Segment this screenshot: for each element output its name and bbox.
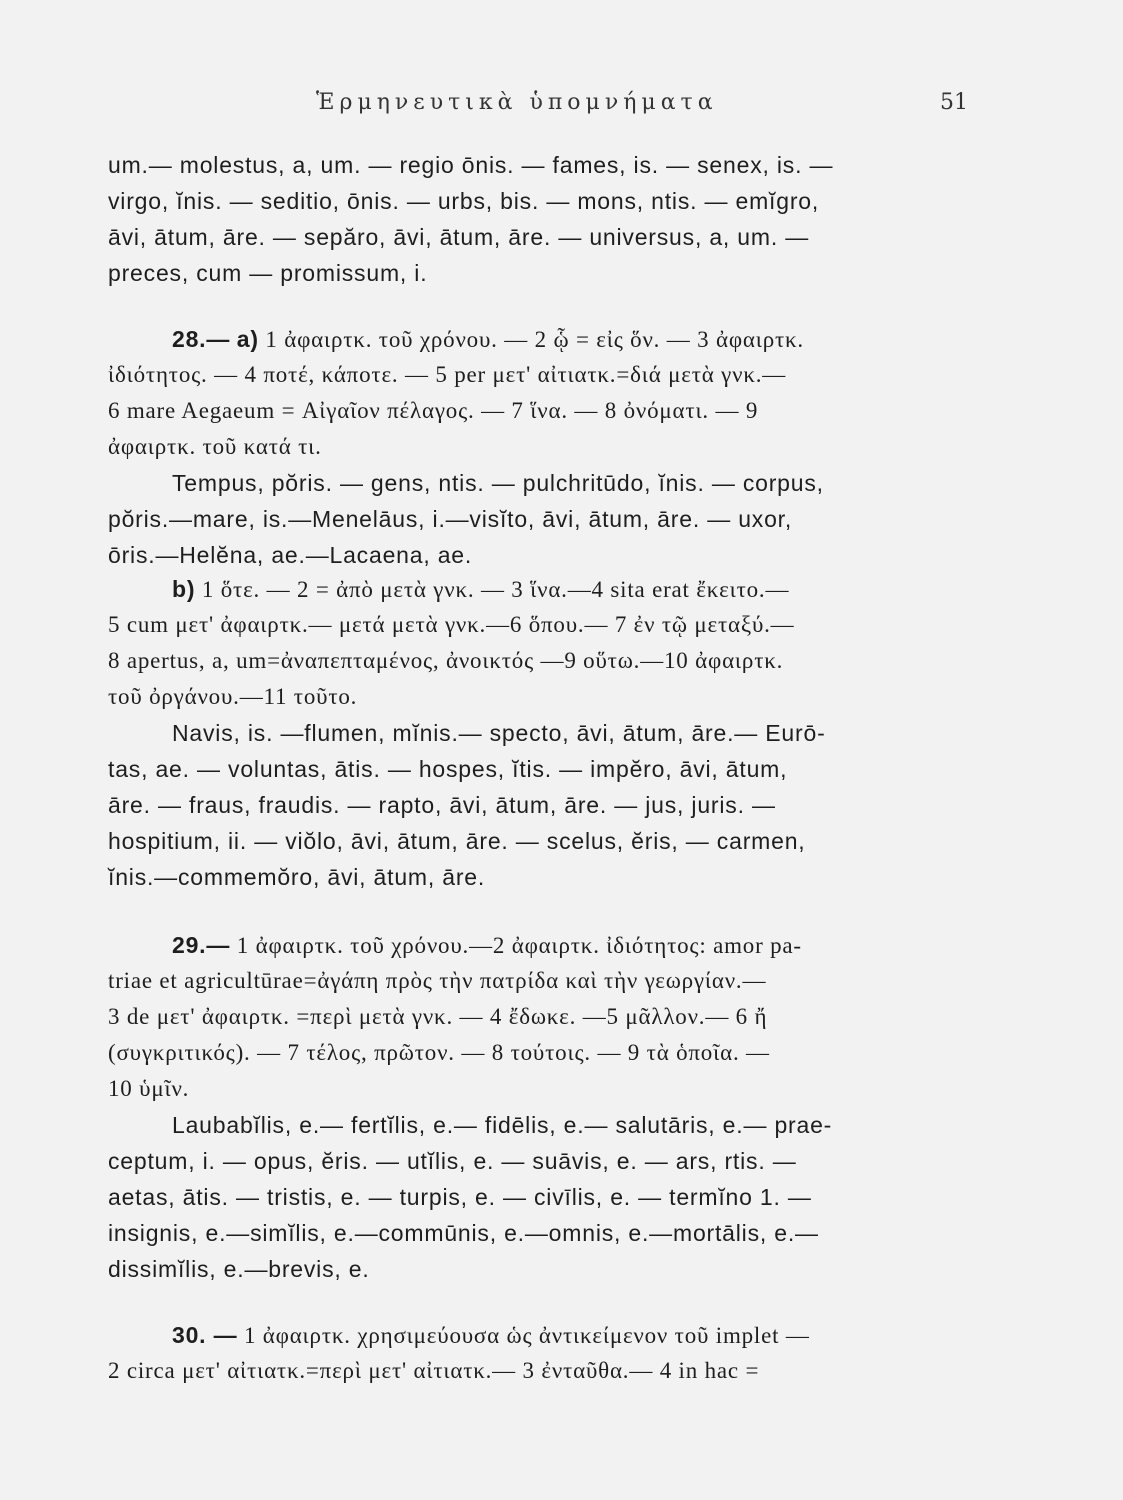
subsection-label: b): [172, 576, 196, 602]
text-line: 30. — 1 ἀφαιρτκ. χρησιμεύουσα ὡς ἀντικείμενον τοῦ implet —: [172, 1322, 810, 1348]
running-head-title: Ἑρμηνευτικὰ ὑπομνήματα: [316, 90, 718, 115]
text-line: Tempus, pŏris. — gens, ntis. — pulchritūdo, ĭnis. — corpus,: [172, 470, 824, 496]
text-line: preces, cum — promissum, i.: [108, 260, 428, 286]
text-line: (συγκριτικός). — 7 τέλος, πρῶτον. — 8 τούτοις. — 9 τὰ ὁποῖα. —: [108, 1040, 770, 1065]
text-line: 6 mare Aegaeum = Αἰγαῖον πέλαγος. — 7 ἵνα. — 8 ὀνόματι. — 9: [108, 398, 759, 423]
text-line: 5 cum μετ' ἀφαιρτκ.— μετά μετὰ γνκ.—6 ὅπου.— 7 ἐν τῷ μεταξύ.—: [108, 612, 795, 637]
text-line: 2 circa μετ' αἰτιατκ.=περὶ μετ' αἰτιατκ.— 3 ἐνταῦθα.— 4 in hac =: [108, 1358, 760, 1383]
text-line: ĭnis.—commemŏro, āvi, ātum, āre.: [108, 864, 486, 890]
text-line: aetas, ātis. — tristis, e. — turpis, e. — civīlis, e. — termĭno 1. —: [108, 1184, 812, 1210]
text-line: pŏris.—mare, is.—Menelāus, i.—visĭto, āvi, ātum, āre. — uxor,: [108, 506, 793, 532]
text-line: hospitium, ii. — viŏlo, āvi, ātum, āre. — scelus, ĕris, — carmen,: [108, 828, 806, 854]
text-line: 3 de μετ' ἀφαιρτκ. =περὶ μετὰ γνκ. — 4 ἔδωκε. —5 μᾶλλον.— 6 ἤ: [108, 1004, 768, 1029]
text-line: Laubabĭlis, e.— fertĭlis, e.— fidēlis, e.— salutāris, e.— prae-: [172, 1112, 833, 1138]
text-line: tas, ae. — voluntas, ātis. — hospes, ĭtis. — impĕro, āvi, ātum,: [108, 756, 788, 782]
section-number: 29.—: [172, 932, 231, 958]
text-line: Navis, is. —flumen, mĭnis.— specto, āvi, ātum, āre.— Eurō-: [172, 720, 826, 746]
text-line: τοῦ ὀργάνου.—11 τοῦτο.: [108, 684, 358, 709]
subsection-label: a): [236, 326, 259, 352]
text-line: 8 apertus, a, um=ἀναπεπταμένος, ἀνοικτός —9 οὕτω.—10 ἀφαιρτκ.: [108, 648, 784, 673]
text-line: ἰδιότητος. — 4 ποτέ, κάποτε. — 5 per μετ' αἰτιατκ.=διά μετὰ γνκ.—: [108, 362, 787, 387]
running-head: [0, 90, 1123, 120]
section-number: 30. —: [172, 1322, 238, 1348]
text-line: 28.— a) 1 ἀφαιρτκ. τοῦ χρόνου. — 2 ᾧ = εἰς ὅν. — 3 ἀφαιρτκ.: [172, 326, 804, 352]
text-line: 29.— 1 ἀφαιρτκ. τοῦ χρόνου.—2 ἀφαιρτκ. ἰδιότητος: amor pa-: [172, 932, 802, 958]
text-line: virgo, ĭnis. — seditio, ōnis. — urbs, bis. — mons, ntis. — emĭgro,: [108, 188, 820, 214]
text-line: ōris.—Helĕna, ae.—Lacaena, ae.: [108, 542, 473, 568]
text-line: ἀφαιρτκ. τοῦ κατά τι.: [108, 434, 322, 459]
section-number: 28.—: [172, 326, 231, 352]
text-line: dissimĭlis, e.—brevis, e.: [108, 1256, 370, 1282]
text-line: āvi, ātum, āre. — sepăro, āvi, ātum, āre. — universus, a, um. —: [108, 224, 810, 250]
text-line: 10 ὑμῖν.: [108, 1076, 190, 1101]
text-line: um.— molestus, a, um. — regio ōnis. — fames, is. — senex, is. —: [108, 152, 834, 178]
text-line: insignis, e.—simĭlis, e.—commūnis, e.—omnis, e.—mortālis, e.—: [108, 1220, 819, 1246]
text-line: b) 1 ὅτε. — 2 = ἀπὸ μετὰ γνκ. — 3 ἵνα.—4 sita erat ἔκειτο.—: [172, 576, 790, 602]
text-line: āre. — fraus, fraudis. — rapto, āvi, ātum, āre. — jus, juris. —: [108, 792, 776, 818]
text-line: triae et agricultūrae=ἀγάπη πρὸς τὴν πατρίδα καὶ τὴν γεωργίαν.—: [108, 968, 767, 993]
text-line: ceptum, i. — opus, ĕris. — utĭlis, e. — suāvis, e. — ars, rtis. —: [108, 1148, 797, 1174]
page-number: 51: [940, 90, 968, 115]
